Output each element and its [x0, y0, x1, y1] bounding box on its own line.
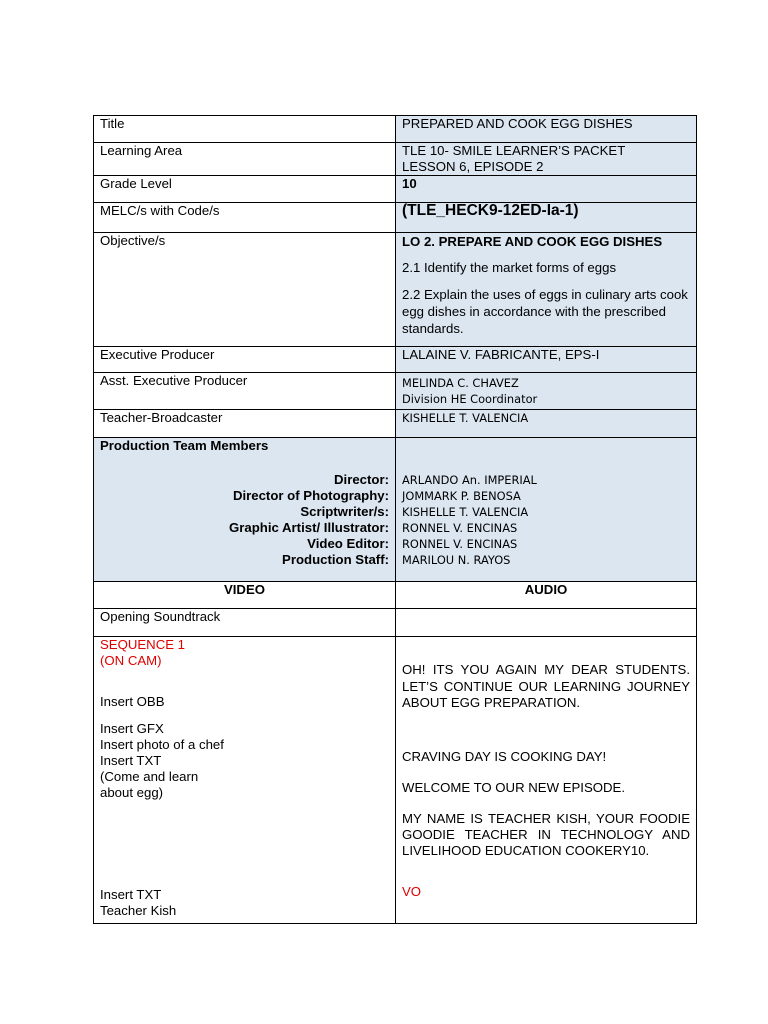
role-director-of-photography: Director of Photography:: [232, 488, 389, 503]
grade-level-label: Grade Level: [94, 176, 396, 203]
grade-level-value: 10: [396, 176, 697, 203]
row-production-team: [94, 438, 697, 582]
learning-area-line-1: TLE 10- SMILE LEARNER’S PACKET: [402, 143, 626, 158]
learning-area-line-2: LESSON 6, EPISODE 2: [402, 159, 544, 174]
objectives-label: Objective/s: [94, 233, 396, 347]
sequence-1-audio: [396, 637, 697, 924]
audio-column-header: AUDIO: [396, 582, 697, 609]
row-melc: [94, 203, 697, 233]
objective-item: 2.1 Identify the market forms of eggs: [402, 260, 617, 275]
row-executive-producer: [94, 347, 697, 373]
script-table: [93, 115, 697, 924]
learning-area-label: Learning Area: [94, 143, 396, 176]
title-value: PREPARED AND COOK EGG DISHES: [396, 116, 697, 143]
opening-soundtrack: Opening Soundtrack: [94, 609, 396, 637]
production-team-cell: [94, 438, 396, 582]
role-scriptwriter: Scriptwriter/s:: [300, 504, 389, 519]
audio-vo: VO: [402, 883, 422, 899]
executive-producer-label: Executive Producer: [94, 347, 396, 373]
row-opening: [94, 609, 697, 637]
learning-area-value: [396, 143, 697, 176]
audio-greeting: OH! ITS YOU AGAIN MY DEAR STUDENTS. LET’S CONTINUE OUR LEARNING JOURNEY ABOUT EGG PREPARATION.: [402, 662, 690, 710]
script-document: [93, 115, 696, 924]
sequence-1-video: [94, 637, 396, 924]
melc-value: (TLE_HECK9-12ED-Ia-1): [396, 203, 697, 233]
cue-insert-gfx: Insert GFX: [100, 721, 164, 736]
row-learning-area: [94, 143, 697, 176]
teacher-broadcaster-value: KISHELLE T. VALENCIA: [396, 410, 697, 438]
row-script-headers: [94, 582, 697, 609]
sequence-title: SEQUENCE 1: [100, 637, 186, 652]
name-director-of-photography: JOMMARK P. BENOSA: [402, 489, 521, 503]
cue-insert-txt-2: Insert TXT: [100, 887, 162, 902]
cue-insert-photo: Insert photo of a chef: [100, 737, 224, 752]
name-video-editor: RONNEL V. ENCINAS: [402, 537, 518, 551]
cue-insert-obb: Insert OBB: [100, 694, 165, 709]
role-graphic-artist: Graphic Artist/ Illustrator:: [229, 520, 389, 535]
row-objectives: [94, 233, 697, 347]
executive-producer-value: LALAINE V. FABRICANTE, EPS-I: [396, 347, 697, 373]
role-director: Director:: [334, 472, 389, 487]
objective-item: 2.2 Explain the uses of eggs in culinary arts cook egg dishes in accordance with the prescribed standards.: [402, 287, 688, 336]
video-column-header: VIDEO: [94, 582, 396, 609]
cue-txt-detail: (Come and learn: [100, 769, 199, 784]
asst-producer-name: MELINDA C. CHAVEZ: [402, 376, 519, 390]
name-director: ARLANDO An. IMPERIAL: [402, 473, 537, 487]
role-video-editor: Video Editor:: [307, 536, 389, 551]
audio-intro: MY NAME IS TEACHER KISH, YOUR FOODIE GOODIE TEACHER IN TECHNOLOGY AND LIVELIHOOD EDUCATION COOKERY10.: [402, 810, 690, 858]
row-teacher-broadcaster: [94, 410, 697, 438]
opening-audio-empty: [396, 609, 697, 637]
production-names: [396, 438, 697, 582]
cue-txt-detail: about egg): [100, 785, 164, 800]
asst-producer-role: Division HE Coordinator: [402, 392, 538, 406]
melc-label: MELC/s with Code/s: [94, 203, 396, 233]
teacher-broadcaster-label: Teacher-Broadcaster: [94, 410, 396, 438]
asst-executive-producer-label: Asst. Executive Producer: [94, 373, 396, 410]
row-sequence-1: [94, 637, 697, 924]
sequence-subtitle: (ON CAM): [100, 653, 162, 668]
row-grade-level: [94, 176, 697, 203]
row-asst-executive-producer: [94, 373, 697, 410]
audio-welcome: WELCOME TO OUR NEW EPISODE.: [402, 779, 625, 795]
production-roles: [100, 472, 389, 568]
cue-txt-teacher: Teacher Kish: [100, 903, 177, 918]
objectives-value: [396, 233, 697, 347]
row-title: [94, 116, 697, 143]
cue-insert-txt: Insert TXT: [100, 753, 162, 768]
name-graphic-artist: RONNEL V. ENCINAS: [402, 521, 518, 535]
production-team-heading: Production Team Members: [100, 438, 269, 453]
name-scriptwriter: KISHELLE T. VALENCIA: [402, 505, 529, 519]
role-production-staff: Production Staff:: [282, 552, 389, 567]
title-label: Title: [94, 116, 396, 143]
asst-executive-producer-value: [396, 373, 697, 410]
audio-craving: CRAVING DAY IS COOKING DAY!: [402, 748, 607, 764]
objective-heading: LO 2. PREPARE AND COOK EGG DISHES: [402, 234, 663, 249]
name-production-staff: MARILOU N. RAYOS: [402, 553, 511, 567]
